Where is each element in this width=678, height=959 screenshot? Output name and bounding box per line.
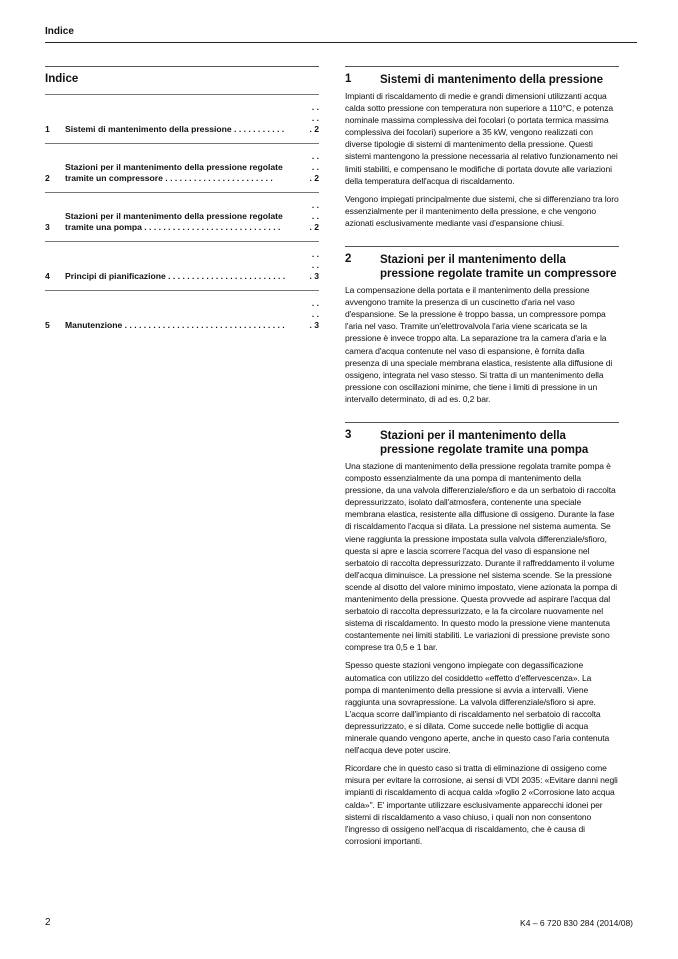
toc-heading: Indice — [45, 73, 79, 85]
toc-top-rule — [45, 66, 319, 67]
toc-entry[interactable] — [45, 241, 319, 290]
section-heading — [345, 246, 619, 281]
toc-entry[interactable] — [45, 290, 319, 339]
toc-entry[interactable] — [45, 192, 319, 241]
section-number: 3 — [345, 428, 352, 441]
toc-entry-number: 5 — [45, 320, 50, 330]
section-title: Stazioni per il mantenimento della pressione regolate tramite un compressore — [380, 254, 617, 281]
document-reference: K4 – 6 720 830 284 (2014/08) — [520, 918, 633, 928]
toc-entry-page: . . . . . 3 — [309, 249, 319, 281]
paragraph: Una stazione di mantenimento della pressione regolata tramite pompa è composto essenzialmente da una pompa di mantenimento della pressione, da una valvola differenziale/sfioro e da un serbatoio di raccolta depressurizzato, isolato dall'atmosfera, contenente una speciale membrana elastica, resistente alla diffusione di ossigeno. Durante la fase di riscaldamento l'acqua si dilata. La pressione nel sistema aumenta. Se viene raggiunta la pressione impostata sulla valvola differenziale/sfioro, questa si apre e lascia scorrere l'acqua del vaso di espansione nel serbatoio di raccolta depressurizzato. Durante il raffreddamento il volume dell'acqua diminuisce. La pressione nel sistema scende. Se la pressione scende al disotto del valore minimo impostato, viene azionata la pompa di mantenimento della pressione. Questa provvede ad aspirare l'acqua dal serbatoio di raccolta depressurizzato, e la fa circolare nuovamente nel sistema di riscaldamento. In questo modo la pressione viene mantenuta costantemente nei limiti stabiliti. Le variazioni di pressione previste sono comprese tra 0,5 e 1 bar. — [345, 460, 618, 653]
toc-entry-page: . . . . . 2 — [309, 151, 319, 183]
page-number: 2 — [45, 917, 51, 928]
toc-entry[interactable] — [45, 143, 319, 192]
paragraph: La compensazione della portata e il mantenimento della pressione avvengono tramite la presenza di un cuscinetto d'aria nel vaso d'espansione. Se la pressione è troppo bassa, un compressore pompa l'aria nel vaso. Tramite un'elettrovalvola l'aria viene scaricata se la pressione è invece troppo alta. La separazione tra la camera d'aria e la camera d'acqua contenute nel vaso di espansione, è fornita dalla presenza di una speciale membrana elastica, resistente alla diffusione di ossigeno, integrata nel vaso stesso. Si tratta di un mantenimento della pressione con oscillazioni minime, che tiene i limiti di pressione in un intervallo determinato, di ad es. 0,2 bar. — [345, 285, 613, 404]
toc-entry-number: 2 — [45, 173, 50, 183]
toc-entry-page: . . . . . 3 — [309, 298, 319, 330]
paragraph: Vengono impiegati principalmente due sistemi, che si differenziano tra loro essenzialmente per il mantenimento della pressione, e che vengono azionati esclusivamente mediante vasi d'espansione chiusi. — [345, 193, 619, 228]
toc-entry-page: . . . . . 2 — [309, 102, 319, 134]
toc-entry-title: Manutenzione . . . . . . . . . . . . . . . . . . . . . . . . . . . . . . . . . . — [65, 320, 285, 330]
paragraph: Ricordare che in questo caso si tratta di eliminazione di ossigeno come misura per evitare la corrosione, ai sensi di VDI 2035: «Evitare danni negli impianti di riscaldamento di acqua calda »foglio 2 «Corrosione lato acqua calda»". E' importante utilizzare esclusivamente apparecchi idonei per sistemi di riscaldamento a vaso chiuso, i quali non non consentono l'ingresso di ossigeno nell'acqua di riscaldamento, che è causa di corrosioni importanti. — [345, 763, 618, 846]
toc-entry-number: 3 — [45, 222, 50, 232]
section-heading — [345, 422, 619, 457]
paragraph: Impianti di riscaldamento di medie e grandi dimensioni utilizzanti acqua calda sotto pressione con temperatura non superiore a 110°C, e potenza nominale massima complessiva dei focolari (o portata termica massima complessiva dei focolari) superiore a 35 kW, vengono realizzati con diverse tipologie di sistemi di mantenimento della pressione. Questi sistemi mantengono la pressione necessaria al relativo funzionamento nei limiti stabiliti, e compensano le modifiche di portata dovute alle variazioni della temperatura dell'acqua di riscaldamento. — [345, 91, 618, 186]
header-rule — [45, 42, 637, 43]
toc-entry-page: . . . . . 2 — [309, 200, 319, 232]
toc-column — [45, 66, 319, 339]
section-number: 2 — [345, 253, 352, 266]
toc-entry[interactable] — [45, 94, 319, 143]
toc-entry-title: Principi di pianificazione . . . . . . . . . . . . . . . . . . . . . . . . . — [65, 271, 286, 281]
running-head-title: Indice — [45, 26, 74, 37]
toc-entry-number: 4 — [45, 271, 50, 281]
body-column — [345, 66, 619, 853]
section-title: Sistemi di mantenimento della pressione — [380, 74, 604, 86]
paragraph: Spesso queste stazioni vengono impiegate con degassificazione automatica con utilizzo del cosiddetto «effetto d'effervescenza». La pompa di mantenimento della pressione si avvia a intervalli. Viene raggiunta una sovrapressione. La valvola differenziale/sfioro si apre. L'acqua scorre dall'impianto di riscaldamento nel serbatoio di raccolta depressurizzato, e si dilata. Come succede nelle bottiglie di acqua minerale quando vengono aperte, anche in questo caso l'aria contenuta nell'acqua deve poter uscire. — [345, 660, 610, 756]
toc-entry-title: Sistemi di mantenimento della pressione . . . . . . . . . . . — [65, 124, 285, 134]
section-number: 1 — [345, 73, 352, 85]
toc-entry-title: Stazioni per il mantenimento della pressione regolate tramite un compressore . . . . . . . . . . . . . . . . . . . . . . . — [65, 162, 283, 183]
toc-entry-title: Stazioni per il mantenimento della pressione regolate tramite una pompa . . . . . . . . . . . . . . . . . . . . . . . . . . . . . — [65, 211, 283, 232]
section-title: Stazioni per il mantenimento della pressione regolate tramite una pompa — [380, 429, 589, 456]
section-heading — [345, 66, 619, 87]
toc-entry-number: 1 — [45, 124, 50, 134]
